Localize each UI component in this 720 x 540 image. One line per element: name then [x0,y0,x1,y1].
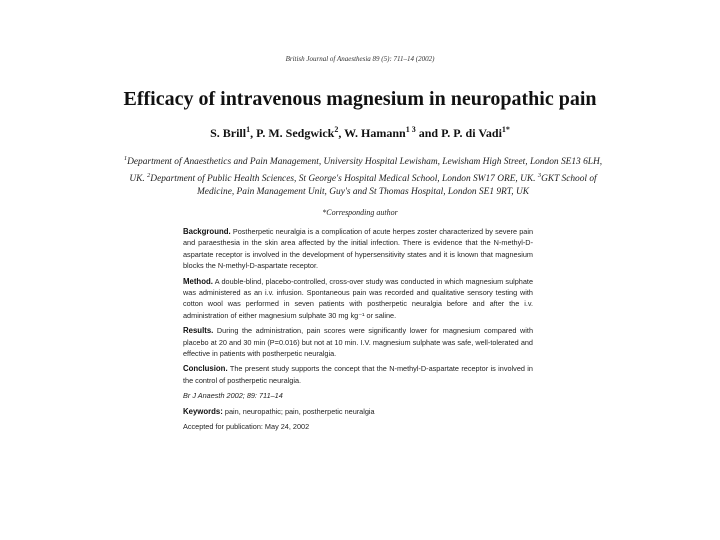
section-heading: Conclusion. [183,364,228,374]
affiliations [116,152,610,199]
affil-sup: 3 [537,172,542,180]
author-name: P. P. di Vadi [441,126,502,140]
abstract-conclusion [183,363,533,386]
section-heading: Keywords: [183,406,223,416]
author-name: P. M. Sedgwick [256,126,335,140]
affiliation-text: Department of Public Health Sciences, St George's Hospital Medical School, London SW17 ORE, UK. [150,174,536,185]
abstract-results [183,325,533,359]
author-affil-sup: 1* [501,125,510,134]
abstract-method [183,276,533,322]
abstract-background [183,226,533,272]
accepted-date: Accepted for publication: May 24, 2002 [183,422,310,432]
author-name: W. Hamann [344,126,406,140]
author-affil-sup: 2 [334,125,339,134]
journal-citation-header: British Journal of Anaesthesia 89 (5): 711–14 (2002) [285,55,435,63]
paper-title: Efficacy of intravenous magnesium in neuropathic pain [123,88,597,110]
author-connector: and [418,126,439,140]
section-text: A double-blind, placebo-controlled, cross-over study was conducted in which magnesium sulphate was administered as an i.v. infusion. Spontaneous pain was recorded and qualitative sensory testing with cotton wool was performed in seven patients with postherpetic neuralgia before and after the i.v. administration of either magnesium sulphate 30 mg kg⁻¹ or saline. [183,276,534,320]
affiliation-text: Department of Anaesthetics and Pain Management, University Hospital Lewisham, Lewisham High Street, London SE13 6LH, UK. [127,157,603,185]
author-affil-sup: 1 3 [405,125,416,134]
author-list: S. Brill$^1$, P. M. Sedgwick$^2$, W. Hamann$^{1 3}$ and P. P. di Vadi$^{1*}$ [210,125,510,140]
section-heading: Method. [183,276,213,286]
section-text: The present study supports the concept that the N-methyl-D-aspartate receptor is involved in the control of postherpetic neuralgia. [183,364,533,385]
affil-sup: 1 [123,155,128,162]
section-heading: Background. [183,227,231,236]
affiliation-text: GKT School of Medicine, Pain Management Unit, Guy's and St Thomas Hospital, London SE1 9RT, UK [196,174,597,198]
section-text: Postherpetic neuralgia is a complication of acute herpes zoster characterized by severe pain and paraesthesia in the skin area affected by the initial infection. There is evidence that the N-methyl-D-aspartate receptor is involved in the development of hypersensitivity states and it is known that magnesium blocks the N-methyl-D-aspartate receptor. [183,227,533,271]
abstract [183,226,533,437]
corresponding-author-note: *Corresponding author [322,208,398,217]
keywords-text: pain, neuropathic; pain, postherpetic neuralgia [224,406,375,416]
author-name: S. Brill [210,126,247,140]
author-affil-sup: 1 [246,125,251,134]
section-text: During the administration, pain scores were significantly lower for magnesium compared with placebo at 20 and 30 min (P=0.016) but not at 10 min. I.V. magnesium sulphate was safe, well-tolerated and effective in patients with postherpetic neuralgia. [183,326,533,359]
affil-sup: 2 [147,172,151,180]
keywords [183,406,533,417]
journal-citation: Br J Anaesth 2002; 89: 711–14 [183,391,283,401]
section-heading: Results. [183,326,214,336]
